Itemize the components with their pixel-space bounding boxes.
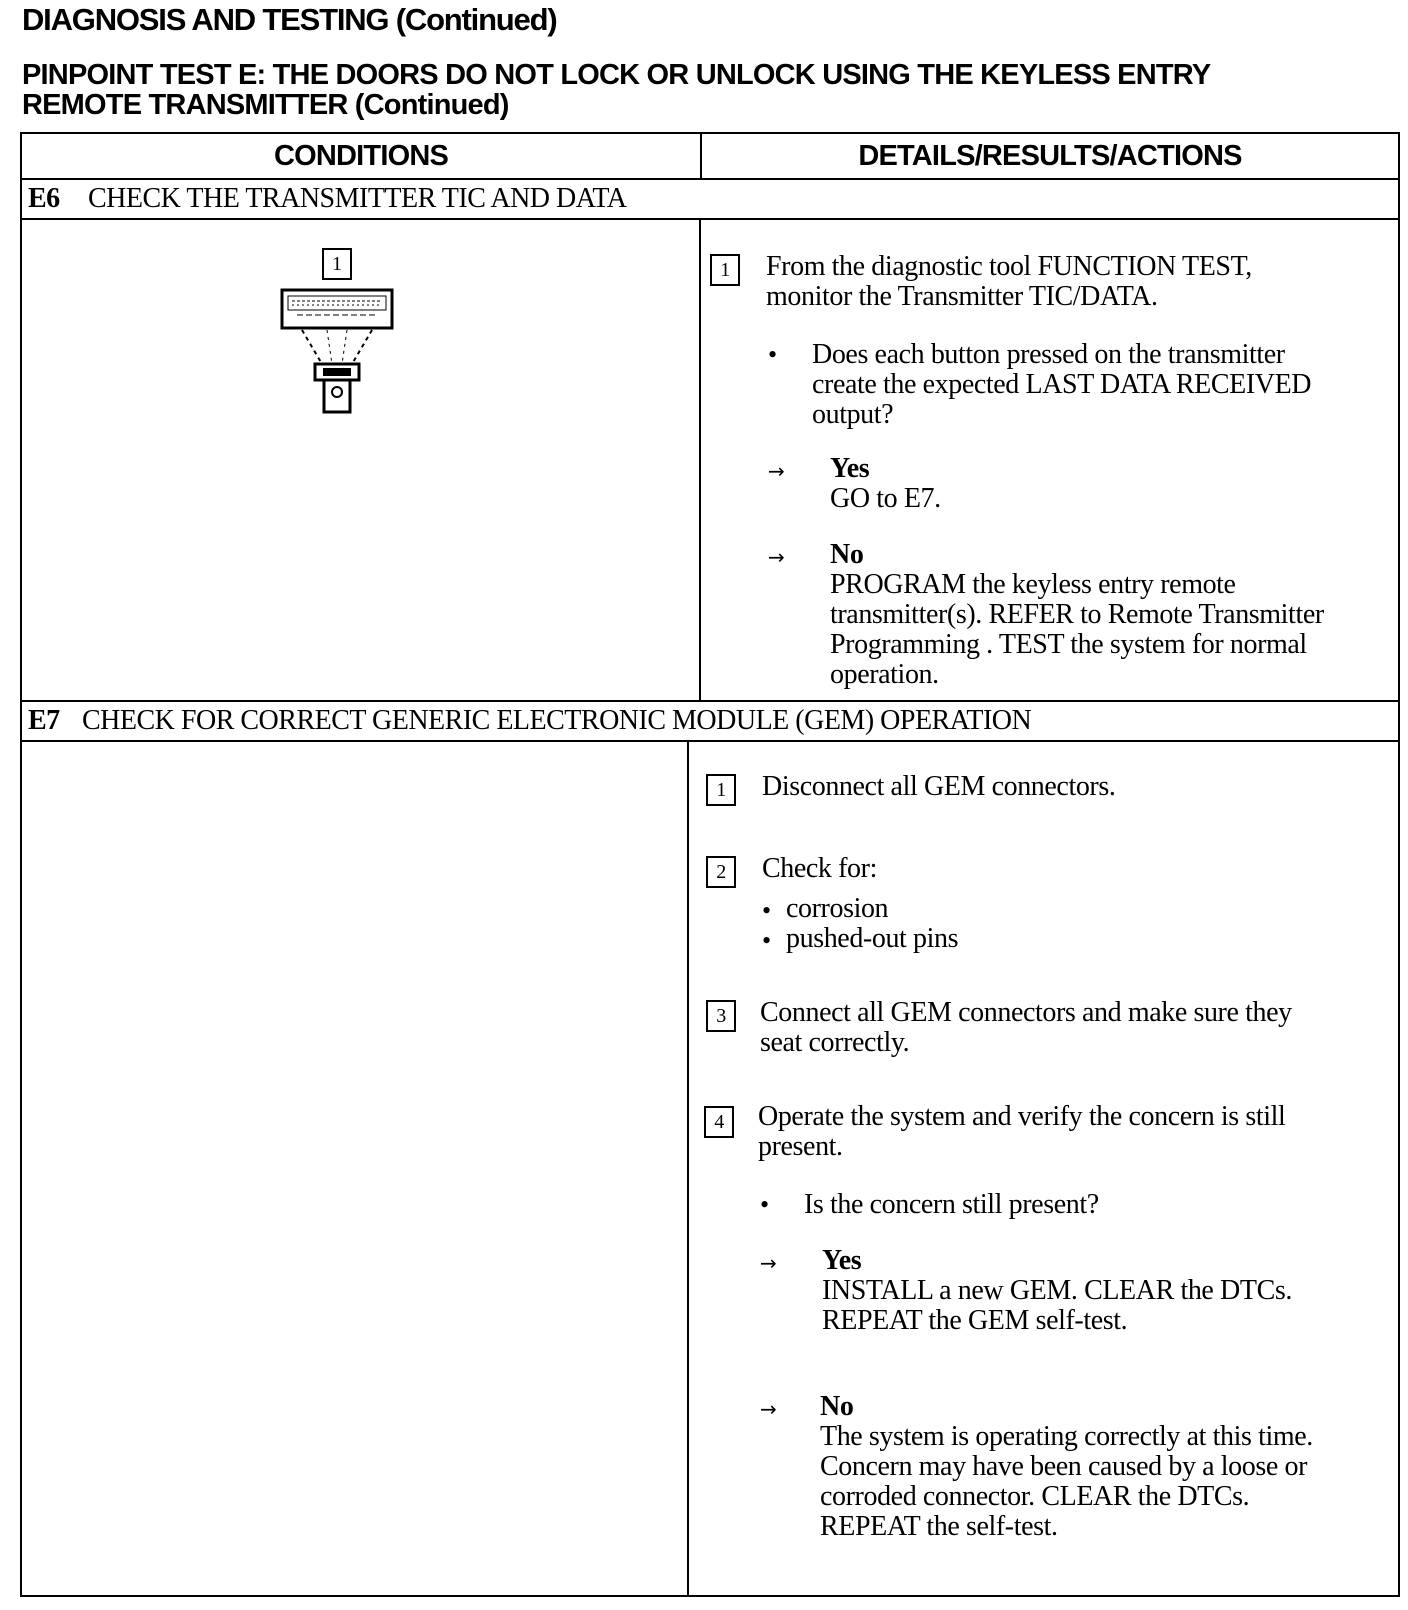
e6-step1-text: [766, 252, 1252, 312]
e6-yes-arrow: →: [768, 459, 785, 483]
e7-bullet: •: [760, 1190, 769, 1219]
e6-no-arrow: →: [768, 545, 785, 569]
e7-step1-text: Disconnect all GEM connectors.: [762, 771, 1116, 802]
figure-callout-1: 1: [322, 248, 352, 280]
e7-step1-number: 1: [706, 774, 736, 806]
e7-step3-line1: Connect all GEM connectors and make sure they: [760, 997, 1292, 1028]
conditions-header: CONDITIONS: [22, 134, 702, 178]
step-e7-id: E7: [28, 705, 60, 736]
e6-yes-action: GO to E7.: [830, 483, 941, 514]
e7-yes: [822, 1246, 1292, 1336]
step-e6-id: E6: [28, 183, 60, 214]
details-header: DETAILS/RESULTS/ACTIONS: [858, 140, 1242, 172]
e7-step4-line1: Operate the system and verify the concern is still: [758, 1101, 1286, 1132]
e7-yes-line1: INSTALL a new GEM. CLEAR the DTCs.: [822, 1275, 1292, 1306]
e7-check-item1: corrosion: [786, 893, 889, 924]
e7-check-bullet1: •: [762, 896, 771, 925]
e7-step4-line2: present.: [758, 1131, 843, 1162]
e6-question-line2: create the expected LAST DATA RECEIVED: [812, 369, 1312, 400]
e7-step2-text: Check for:: [762, 853, 877, 884]
e6-yes: [830, 454, 941, 514]
e7-check-bullet2: •: [762, 926, 771, 955]
e6-no-line1: PROGRAM the keyless entry remote: [830, 569, 1236, 600]
e6-yes-label: Yes: [830, 453, 870, 484]
e6-step1-line2: monitor the Transmitter TIC/DATA.: [766, 281, 1158, 312]
pinpoint-table: [20, 132, 1400, 1597]
e7-no-line2: Concern may have been caused by a loose or: [820, 1451, 1308, 1482]
e6-no-line2: transmitter(s). REFER to Remote Transmitter: [830, 599, 1324, 630]
e6-step1-number: 1: [710, 254, 740, 286]
e7-yes-arrow: →: [760, 1251, 777, 1275]
e7-yes-label: Yes: [822, 1245, 862, 1276]
e7-step3-number: 3: [706, 1000, 736, 1032]
e7-no-line4: REPEAT the self-test.: [820, 1511, 1058, 1542]
table-header: [22, 134, 1398, 180]
diagnostic-tool-transmitter-figure: [277, 284, 397, 419]
step-e7-row: [22, 700, 1398, 742]
e7-question: Is the concern still present?: [804, 1189, 1099, 1220]
e6-question: [812, 340, 1311, 430]
page-title: DIAGNOSIS AND TESTING (Continued): [22, 2, 557, 37]
e6-column-divider: [699, 220, 701, 700]
e7-no-label: No: [820, 1391, 854, 1422]
e7-check-item2: pushed-out pins: [786, 923, 959, 954]
e7-yes-line2: REPEAT the GEM self-test.: [822, 1305, 1128, 1336]
e6-step1-line1: From the diagnostic tool FUNCTION TEST,: [766, 251, 1252, 282]
test-title-line2: REMOTE TRANSMITTER (Continued): [22, 89, 509, 121]
e7-no-line3: corroded connector. CLEAR the DTCs.: [820, 1481, 1250, 1512]
e7-step4-text: [758, 1102, 1285, 1162]
step-e7-title: CHECK FOR CORRECT GENERIC ELECTRONIC MODULE (GEM) OPERATION: [82, 705, 1032, 736]
e7-column-divider: [687, 742, 689, 1595]
test-title: [22, 60, 1392, 120]
e6-no-label: No: [830, 539, 864, 570]
e7-step3-line2: seat correctly.: [760, 1027, 910, 1058]
step-e6-title: CHECK THE TRANSMITTER TIC AND DATA: [88, 183, 627, 214]
e6-no-line4: operation.: [830, 659, 939, 690]
e6-question-line3: output?: [812, 399, 894, 430]
e7-no: [820, 1392, 1313, 1542]
e7-step2-number: 2: [706, 856, 736, 888]
e7-step3-text: [760, 998, 1292, 1058]
e6-bullet: •: [768, 340, 777, 369]
step-e6-row: [22, 180, 1398, 220]
e7-step4-number: 4: [704, 1106, 734, 1138]
e6-no-line3: Programming . TEST the system for normal: [830, 629, 1307, 660]
e6-no: [830, 540, 1324, 690]
e6-question-line1: Does each button pressed on the transmitter: [812, 339, 1285, 370]
test-title-line1: PINPOINT TEST E: THE DOORS DO NOT LOCK OR UNLOCK USING THE KEYLESS ENTRY: [22, 59, 1211, 91]
e7-no-line1: The system is operating correctly at this time.: [820, 1421, 1313, 1452]
e7-no-arrow: →: [760, 1397, 777, 1421]
